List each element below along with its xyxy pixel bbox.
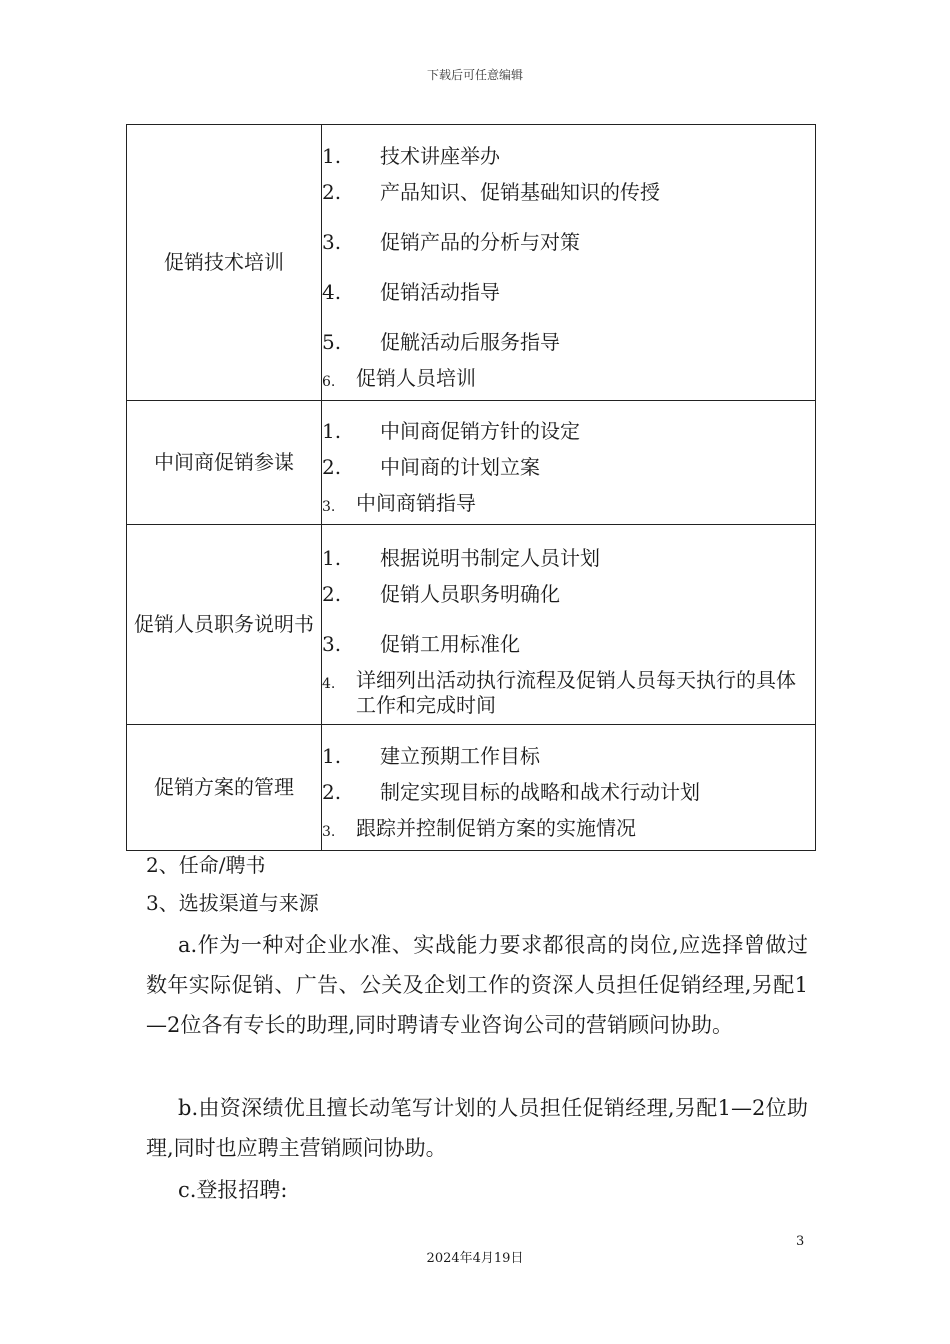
table-row [127,125,816,401]
table-row [127,725,816,851]
page-number: 3 [796,1234,805,1249]
list-item: 6. 促销人员培训 [322,366,476,390]
list-item: 5. 促觥活动后服务指导 [322,330,560,354]
paragraph: b.由资深绩优且擅长动笔写计划的人员担任促销经理,另配1—2位助理,同时也应聘主营销顾问协助。 [146,1096,808,1160]
list-item: 3. 中间商销指导 [322,491,476,515]
section-heading: 3、选拔渠道与来源 [146,891,319,915]
list-item: 1. 技术讲座举办 [322,144,500,168]
table-row [127,401,816,525]
footer-date: 2024年4月19日 [426,1251,524,1266]
row-items [322,125,816,401]
list-item: 1. 建立预期工作目标 [322,744,540,768]
row-label: 中间商促销参谋 [127,401,322,525]
list-item: 2. 制定实现目标的战略和战术行动计划 [322,780,700,804]
list-item: 1. 根据说明书制定人员计划 [322,545,600,570]
list-item: 4. 详细列出活动执行流程及促销人员每天执行的具体工作和完成时间 [322,667,796,717]
row-items [322,725,816,851]
section-heading: 2、任命/聘书 [146,853,266,877]
paragraph: a.作为一种对企业水准、实战能力要求都很高的岗位,应选择曾做过数年实际促销、广告、公关及企划工作的资深人员担任促销经理,另配1—2位各有专长的助理,同时聘请专业咨询公司的营销顾问协助。 [146,933,808,1037]
list-item: 2. 中间商的计划立案 [322,455,540,479]
list-item: 4. 促销活动指导 [322,280,500,304]
row-items [322,401,816,525]
list-item: 3. 跟踪并控制促销方案的实施情况 [322,816,636,840]
row-items [322,525,816,725]
list-item: 2. 产品知识、促销基础知识的传授 [322,180,660,204]
row-label: 促销人员职务说明书 [127,525,322,725]
page-header: 下载后可任意编辑 [426,68,523,82]
list-item: 3. 促销工用标准化 [322,631,520,656]
table-row [127,525,816,725]
list-item: 2. 促销人员职务明确化 [322,581,560,606]
training-table [126,124,816,851]
paragraph: c.登报招聘: [178,1178,288,1202]
list-item: 1. 中间商促销方针的设定 [322,419,580,443]
row-label: 促销技术培训 [127,125,322,401]
list-item: 3. 促销产品的分析与对策 [322,230,580,254]
row-label: 促销方案的管理 [127,725,322,851]
